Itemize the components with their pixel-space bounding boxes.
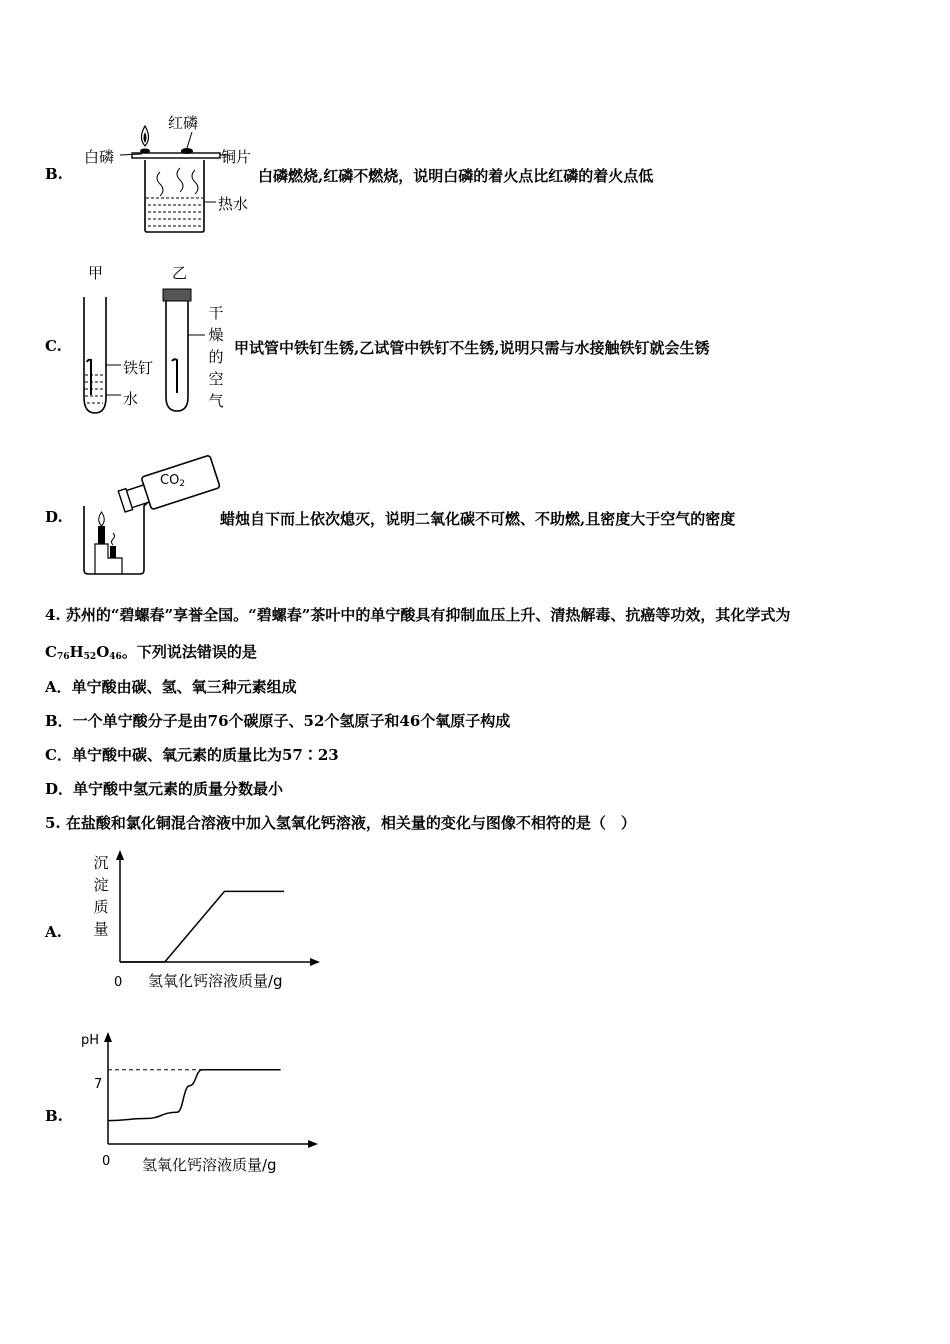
label-white-phosphorus: 白磷 (84, 148, 115, 166)
label-hot-water: 热水 (218, 195, 249, 213)
graph-b-ytick-7: 7 (94, 1077, 103, 1092)
graph-a-x-arrow (310, 958, 320, 966)
graph-b-x-arrow (308, 1140, 318, 1148)
chemical-formula: $C_{76}H_{52}O_{46}$ (45, 643, 122, 662)
graph-b-series-line (108, 1070, 281, 1121)
question-4-formula-line: $C_{76}H_{52}O_{46}$。下列说法错误的是 (45, 643, 257, 662)
beaker (84, 500, 150, 574)
option-letter-d: D. (45, 508, 63, 526)
option-b-text: 白磷燃烧,红磷不燃烧，说明白磷的着火点比红磷的着火点低 (258, 167, 654, 185)
label-water: 水 (123, 390, 139, 408)
label-dry-air: 干燥的空气 (208, 304, 224, 410)
label-tube-yi: 乙 (172, 264, 188, 282)
option-d-text: 蜡烛自下而上依次熄灭，说明二氧化碳不可燃、不助燃,且密度大于空气的密度 (220, 510, 736, 528)
candle-lower (110, 546, 116, 558)
rubber-stopper (163, 289, 191, 301)
graph-a-chart (110, 848, 320, 968)
steam (157, 168, 198, 196)
graph-b-chart (98, 1030, 318, 1150)
test-tube-yi (166, 301, 188, 411)
label-co2: $CO_2$ (160, 473, 186, 489)
option-c-text: 甲试管中铁钉生锈,乙试管中铁钉不生锈,说明只需与水接触铁钉就会生锈 (234, 339, 710, 357)
graph-a-origin: 0 (114, 975, 123, 990)
beaker (145, 160, 204, 232)
graph-a-letter: A. (45, 923, 62, 941)
option-letter-c: C. (45, 337, 62, 355)
option-letter-b: B. (45, 165, 63, 183)
copper-sheet (132, 153, 220, 158)
question-5-stem: 5. 在盐酸和氯化铜混合溶液中加入氢氧化钙溶液，相关量的变化与图像不相符的是（ ） (45, 814, 636, 832)
label-iron-nail: 铁钉 (123, 359, 154, 377)
graph-b-y-arrow (104, 1032, 112, 1042)
graph-a-series-line (120, 891, 284, 962)
question-4-option-c: C．单宁酸中碳、氧元素的质量比为57∶23 (45, 746, 339, 764)
label-red-phosphorus: 红磷 (168, 114, 199, 132)
graph-a-xlabel: 氢氧化钙溶液质量/g (148, 972, 283, 990)
flame-icon (99, 512, 105, 526)
question-4-option-d: D．单宁酸中氢元素的质量分数最小 (45, 780, 284, 798)
staircase (95, 544, 122, 574)
red-phosphorus-lump (181, 148, 193, 154)
graph-b-letter: B. (45, 1107, 63, 1125)
graph-a-y-arrow (116, 850, 124, 860)
co2-candle-diagram (78, 448, 228, 583)
smoke (112, 533, 115, 545)
question-4-option-b: B．一个单宁酸分子是由76个碳原子、52个氢原子和46个氧原子构成 (45, 712, 511, 730)
label-tube-jia: 甲 (88, 264, 104, 282)
graph-b-origin: 0 (102, 1154, 111, 1169)
graph-a-ylabel: 沉淀质量 (93, 854, 109, 938)
graph-b-xlabel: 氢氧化钙溶液质量/g (142, 1156, 277, 1174)
candle-upper (98, 526, 105, 544)
iron-nail-jia (87, 360, 91, 395)
question-4-option-a: A．单宁酸由碳、氢、氧三种元素组成 (45, 678, 297, 696)
question-4-stem: 4. 苏州的“碧螺春”享誉全国。“碧螺春”茶叶中的单宁酸具有抑制血压上升、清热解毒、抗癌等功效，其化学式为 (45, 606, 791, 624)
iron-nail-yi (172, 359, 177, 393)
label-copper-sheet: 铜片 (221, 148, 252, 166)
graph-b-ylabel: pH (81, 1033, 100, 1048)
